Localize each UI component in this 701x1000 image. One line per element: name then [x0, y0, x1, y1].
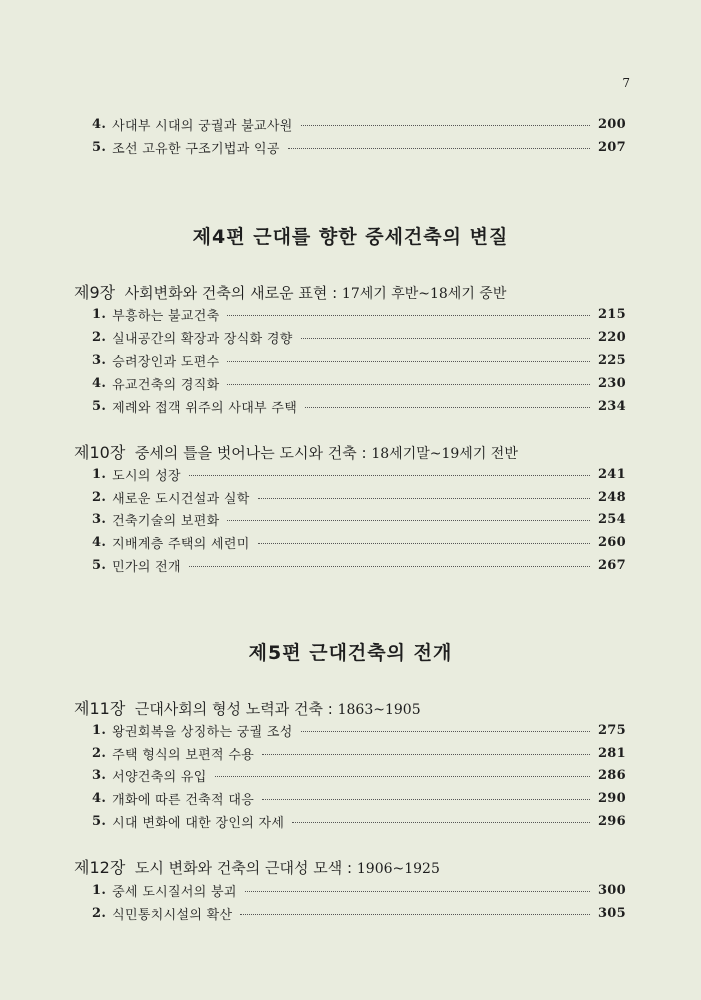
entry-title: 부흥하는 불교건축 — [112, 308, 220, 324]
toc-entry — [92, 304, 626, 324]
toc-entry — [92, 743, 626, 763]
entry-number: 5. — [92, 398, 107, 414]
entry-title: 실내공간의 확장과 장식화 경향 — [112, 331, 293, 347]
entry-page: 220 — [597, 329, 626, 345]
dot-leader — [227, 315, 589, 316]
entry-number: 4. — [92, 534, 107, 550]
chapter-label: 제10장 — [74, 443, 126, 462]
toc-entry — [92, 811, 626, 831]
chapter-period: 17세기 후반~18세기 중반 — [341, 286, 507, 302]
chapter-heading — [74, 696, 421, 719]
entry-title: 왕권회복을 상징하는 궁궐 조성 — [112, 724, 293, 740]
entry-page: 230 — [597, 375, 626, 391]
chapter-label: 제9장 — [74, 283, 116, 302]
entry-page: 225 — [597, 352, 626, 368]
dot-leader — [258, 498, 590, 499]
entry-title: 민가의 전개 — [112, 559, 181, 575]
chapter-period: 1863~1905 — [337, 702, 421, 718]
toc-entry — [92, 350, 626, 370]
toc-entry — [92, 532, 626, 552]
entry-number: 3. — [92, 511, 107, 527]
entry-title: 시대 변화에 대한 장인의 자세 — [112, 815, 285, 831]
toc-entry — [92, 487, 626, 507]
entry-page: 296 — [597, 813, 626, 829]
dot-leader — [305, 407, 590, 408]
entry-number: 1. — [92, 882, 107, 898]
part-heading: 제4편 근대를 향한 중세건축의 변질 — [192, 226, 509, 248]
dot-leader — [262, 799, 590, 800]
entry-page: 305 — [597, 905, 626, 921]
entry-number: 2. — [92, 329, 107, 345]
dot-leader — [215, 776, 590, 777]
entry-number: 2. — [92, 905, 107, 921]
entry-page: 200 — [597, 116, 626, 132]
entry-number: 3. — [92, 352, 107, 368]
entry-number: 2. — [92, 489, 107, 505]
entry-title: 유교건축의 경직화 — [112, 377, 220, 393]
entry-page: 254 — [597, 511, 626, 527]
dot-leader — [189, 475, 590, 476]
toc-entry — [92, 720, 626, 740]
entry-number: 5. — [92, 139, 107, 155]
dot-leader — [262, 754, 590, 755]
entry-title: 서양건축의 유입 — [112, 769, 207, 785]
entry-page: 248 — [597, 489, 626, 505]
entry-title: 주택 형식의 보편적 수용 — [112, 747, 255, 763]
part-heading: 제5편 근대건축의 전개 — [248, 642, 453, 664]
entry-title: 개화에 따른 건축적 대응 — [112, 792, 255, 808]
dot-leader — [301, 338, 590, 339]
chapter-period: 1906~1925 — [356, 861, 440, 877]
toc-entry — [92, 327, 626, 347]
entry-page: 260 — [597, 534, 626, 550]
chapter-label: 제12장 — [74, 858, 126, 877]
page-number: 7 — [622, 76, 630, 90]
dot-leader — [189, 566, 590, 567]
entry-page: 300 — [597, 882, 626, 898]
entry-page: 215 — [597, 306, 626, 322]
entry-page: 281 — [597, 745, 626, 761]
chapter-title: 도시 변화와 건축의 근대성 모색 : — [134, 859, 357, 877]
dot-leader — [227, 361, 589, 362]
chapter-period: 18세기말~19세기 전반 — [371, 446, 518, 462]
dot-leader — [245, 891, 590, 892]
toc-entry — [92, 114, 626, 134]
entry-title: 식민통치시설의 확산 — [112, 907, 233, 923]
entry-title: 조선 고유한 구조기법과 익공 — [112, 141, 280, 157]
entry-number: 3. — [92, 767, 107, 783]
entry-number: 5. — [92, 557, 107, 573]
entry-number: 1. — [92, 466, 107, 482]
dot-leader — [301, 731, 590, 732]
entry-title: 중세 도시질서의 붕괴 — [112, 884, 237, 900]
chapter-label: 제11장 — [74, 699, 126, 718]
entry-page: 234 — [597, 398, 626, 414]
toc-entry — [92, 765, 626, 785]
toc-entry — [92, 555, 626, 575]
dot-leader — [227, 384, 589, 385]
toc-entry — [92, 373, 626, 393]
toc-entry — [92, 509, 626, 529]
chapter-title: 근대사회의 형성 노력과 건축 : — [134, 700, 338, 718]
chapter-heading — [74, 440, 518, 463]
entry-number: 5. — [92, 813, 107, 829]
entry-number: 4. — [92, 375, 107, 391]
entry-page: 286 — [597, 767, 626, 783]
entry-number: 1. — [92, 306, 107, 322]
toc-entry — [92, 788, 626, 808]
toc-entry — [92, 903, 626, 923]
dot-leader — [258, 543, 590, 544]
entry-page: 275 — [597, 722, 626, 738]
entry-page: 207 — [597, 139, 626, 155]
chapter-heading — [74, 855, 440, 878]
dot-leader — [288, 148, 590, 149]
toc-entry — [92, 464, 626, 484]
entry-title: 새로운 도시건설과 실학 — [112, 491, 250, 507]
toc-entry — [92, 137, 626, 157]
dot-leader — [227, 520, 589, 521]
dot-leader — [292, 822, 590, 823]
dot-leader — [301, 125, 590, 126]
entry-title: 건축기술의 보편화 — [112, 513, 220, 529]
entry-number: 4. — [92, 116, 107, 132]
toc-entry — [92, 396, 626, 416]
entry-page: 290 — [597, 790, 626, 806]
chapter-title: 사회변화와 건축의 새로운 표현 : — [124, 284, 342, 302]
entry-title: 승려장인과 도편수 — [112, 354, 220, 370]
entry-number: 4. — [92, 790, 107, 806]
dot-leader — [240, 914, 590, 915]
entry-title: 도시의 성장 — [112, 468, 181, 484]
entry-title: 사대부 시대의 궁궐과 불교사원 — [112, 118, 293, 134]
entry-page: 267 — [597, 557, 626, 573]
chapter-title: 중세의 틀을 벗어나는 도시와 건축 : — [134, 444, 372, 462]
chapter-heading — [74, 280, 506, 303]
entry-title: 제례와 접객 위주의 사대부 주택 — [112, 400, 298, 416]
toc-entry — [92, 880, 626, 900]
entry-number: 2. — [92, 745, 107, 761]
entry-page: 241 — [597, 466, 626, 482]
entry-number: 1. — [92, 722, 107, 738]
entry-title: 지배계층 주택의 세련미 — [112, 536, 250, 552]
